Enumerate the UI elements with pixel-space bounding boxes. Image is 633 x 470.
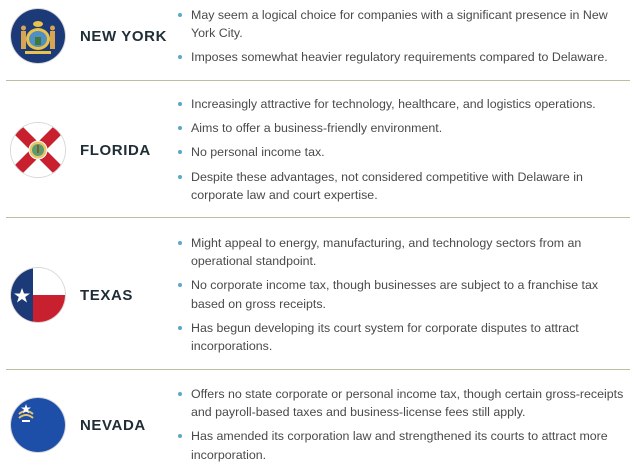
divider xyxy=(6,80,630,81)
state-name-new-york: NEW YORK xyxy=(80,28,168,45)
bullet-item: Offers no state corporate or personal income tax, though certain gross-receipts and payroll-based taxes and business-license fees still apply. xyxy=(175,385,625,421)
bullet-item: Has amended its corporation law and strengthened its courts to attract more incorporation. xyxy=(175,427,625,463)
bullet-item: May seem a logical choice for companies with a significant presence in New York City. xyxy=(175,6,625,42)
bullet-item: Has begun developing its court system for corporate disputes to attract incorporations. xyxy=(175,319,625,355)
new-york-flag-icon xyxy=(11,9,65,63)
bullet-item: No corporate income tax, though businesses are subject to a franchise tax based on gross receipts. xyxy=(175,276,625,312)
texas-bullets xyxy=(175,234,625,361)
state-name-nevada: NEVADA xyxy=(80,417,146,434)
florida-flag-icon xyxy=(11,123,65,177)
nevada-flag-icon xyxy=(11,398,65,452)
bullet-item: Might appeal to energy, manufacturing, and technology sectors from an operational standpoint. xyxy=(175,234,625,270)
bullet-item: Aims to offer a business-friendly environment. xyxy=(175,119,625,137)
bullet-item: Despite these advantages, not considered competitive with Delaware in corporate law and court expertise. xyxy=(175,168,625,204)
bullet-item: No personal income tax. xyxy=(175,143,625,161)
nevada-bullets xyxy=(175,385,625,470)
florida-bullets xyxy=(175,95,625,210)
texas-flag-icon xyxy=(11,268,65,322)
bullet-item: Imposes somewhat heavier regulatory requirements compared to Delaware. xyxy=(175,48,625,66)
divider xyxy=(6,369,630,370)
bullet-item: Increasingly attractive for technology, healthcare, and logistics operations. xyxy=(175,95,625,113)
state-name-florida: FLORIDA xyxy=(80,142,151,159)
state-name-texas: TEXAS xyxy=(80,287,134,304)
new-york-bullets xyxy=(175,6,625,73)
divider xyxy=(6,217,630,218)
